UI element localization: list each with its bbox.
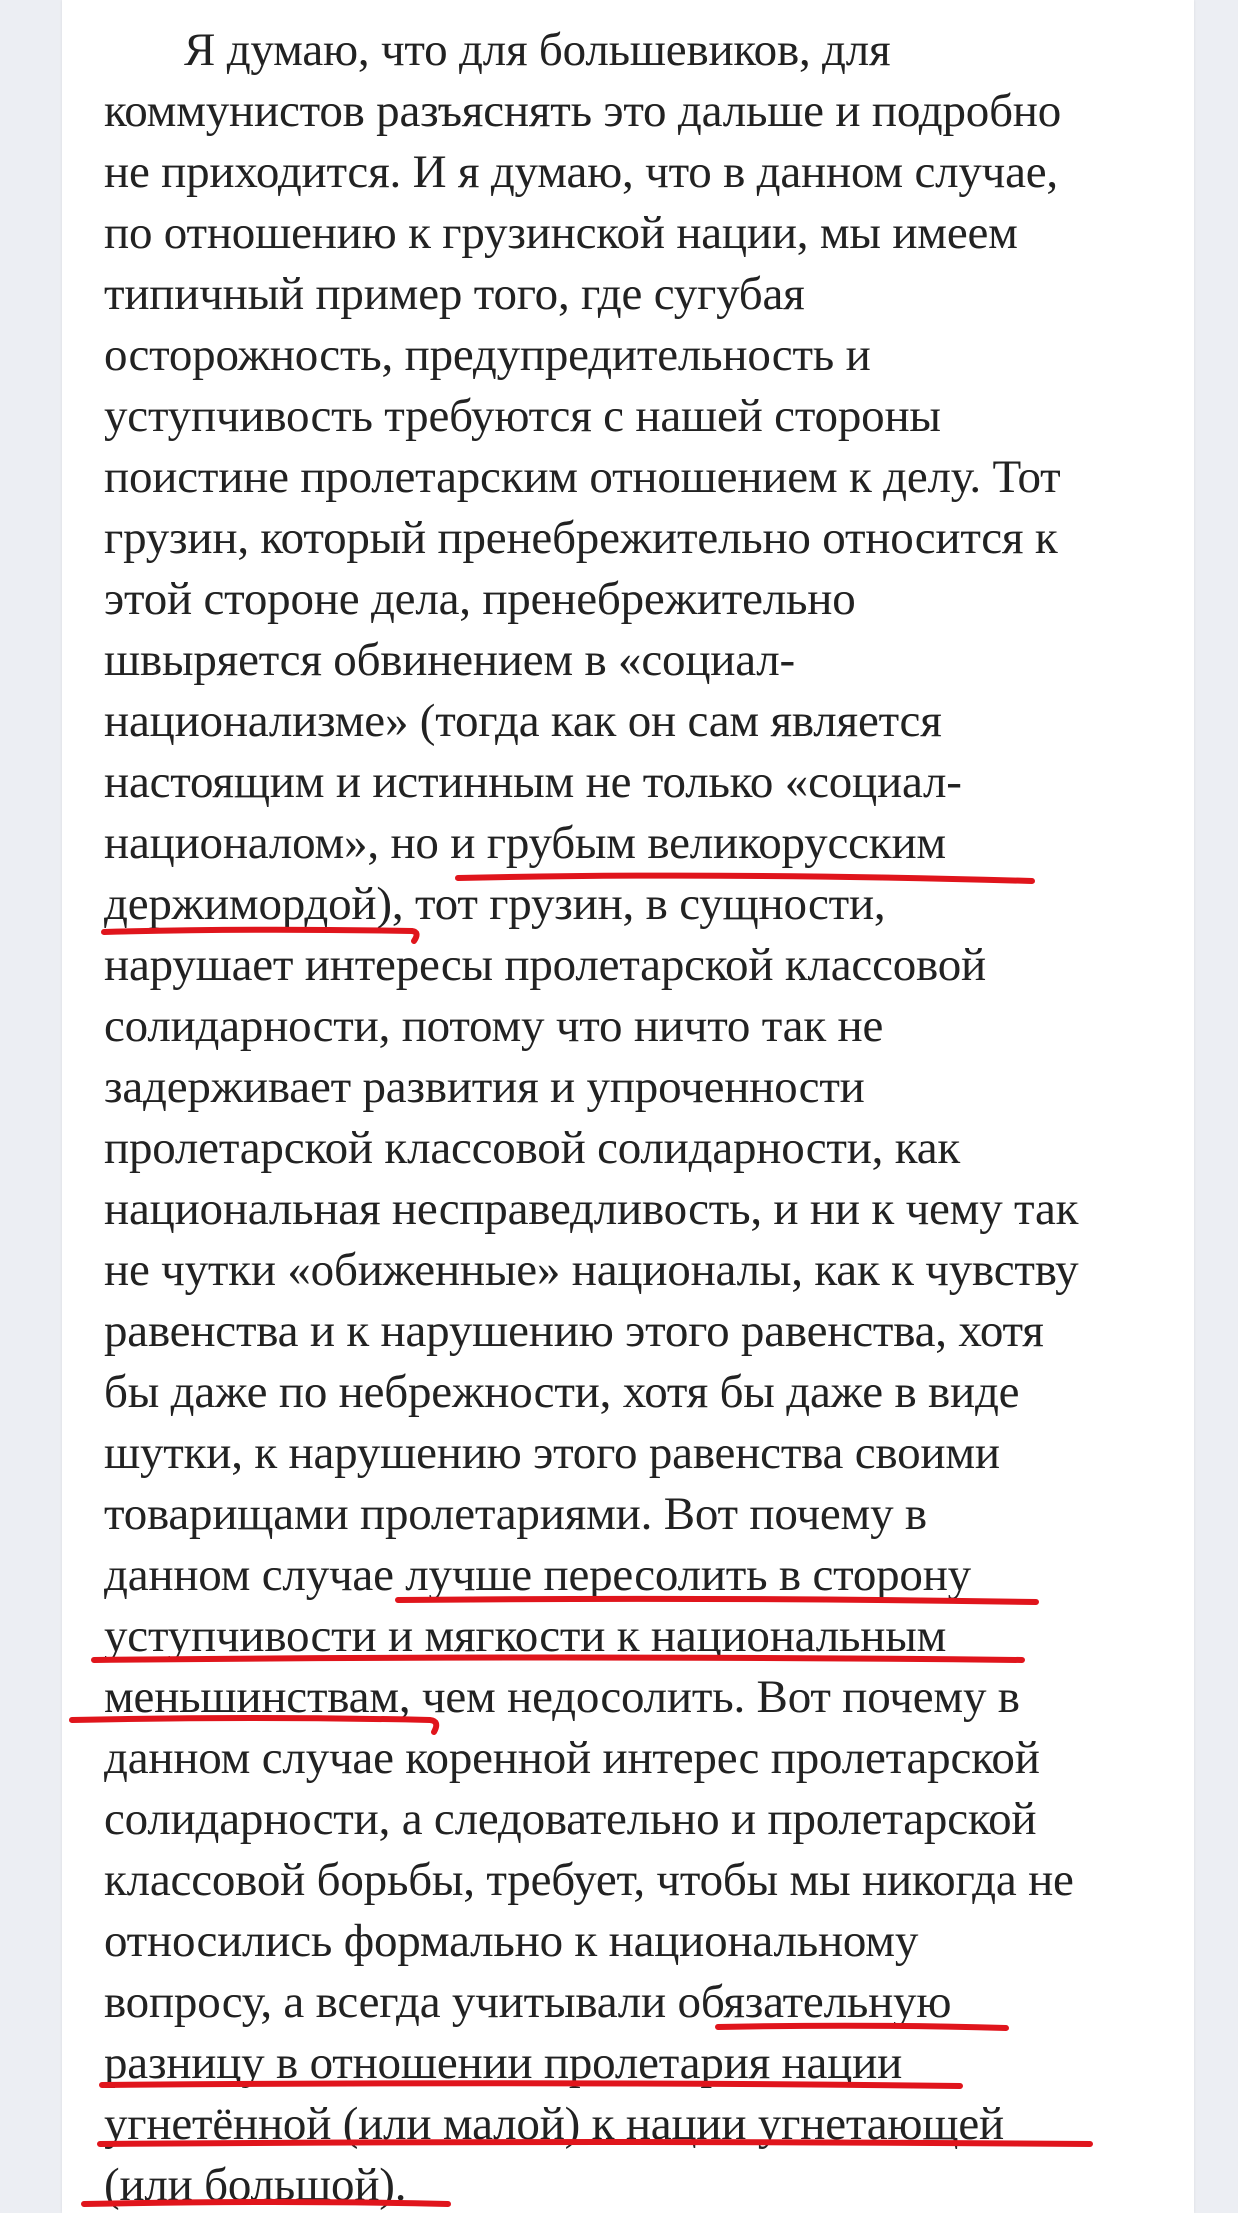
- text-line: этой стороне дела, пренебрежительно: [104, 573, 856, 625]
- text-line: держимордой), тот грузин, в сущности,: [104, 878, 886, 930]
- text-line: (или большой).: [104, 2159, 407, 2211]
- body-text: [104, 20, 1194, 2213]
- text-line: задерживает развития и упроченности: [104, 1061, 865, 1113]
- text-line: солидарности, а следовательно и пролетарской: [104, 1793, 1037, 1845]
- text-line: осторожность, предупредительность и: [104, 329, 871, 381]
- text-line: классовой борьбы, требует, чтобы мы никогда не: [104, 1854, 1074, 1906]
- text-line: не приходится. И я думаю, что в данном случае,: [104, 146, 1058, 198]
- text-line: вопросу, а всегда учитывали обязательную: [104, 1976, 952, 2028]
- text-line: не чутки «обиженные» националы, как к чувству: [104, 1244, 1079, 1296]
- text-line: коммунистов разъяснять это дальше и подробно: [104, 85, 1062, 137]
- text-line: уступчивости и мягкости к национальным: [104, 1610, 947, 1662]
- text-line: данном случае коренной интерес пролетарской: [104, 1732, 1040, 1784]
- text-line: настоящим и истинным не только «социал-: [104, 756, 962, 808]
- text-line: поистине пролетарским отношением к делу. Тот: [104, 451, 1061, 503]
- text-line: нарушает интересы пролетарской классовой: [104, 939, 986, 991]
- text-line: товарищами пролетариями. Вот почему в: [104, 1488, 927, 1540]
- text-line: Я думаю, что для большевиков, для: [184, 24, 891, 76]
- text-line: относились формально к национальному: [104, 1915, 919, 1967]
- text-line: равенства и к нарушению этого равенства, хотя: [104, 1305, 1044, 1357]
- text-line: угнетённой (или малой) к нации угнетающей: [104, 2098, 1004, 2150]
- text-line: меньшинствам, чем недосолить. Вот почему в: [104, 1671, 1020, 1723]
- document-page: [62, 0, 1194, 2213]
- text-line: национализме» (тогда как он сам является: [104, 695, 942, 747]
- text-line: национальная несправедливость, и ни к чему так: [104, 1183, 1079, 1235]
- text-line: типичный пример того, где сугубая: [104, 268, 805, 320]
- text-line: националом», но и грубым великорусским: [104, 817, 946, 869]
- text-line: пролетарской классовой солидарности, как: [104, 1122, 960, 1174]
- text-line: данном случае лучше пересолить в сторону: [104, 1549, 971, 1601]
- text-line: солидарности, потому что ничто так не: [104, 1000, 884, 1052]
- text-line: шутки, к нарушению этого равенства своими: [104, 1427, 1000, 1479]
- text-line: грузин, который пренебрежительно относится к: [104, 512, 1058, 564]
- text-line: разницу в отношении пролетария нации: [104, 2037, 903, 2089]
- text-line: уступчивость требуются с нашей стороны: [104, 390, 941, 442]
- text-line: швыряется обвинением в «социал-: [104, 634, 795, 686]
- text-line: по отношению к грузинской нации, мы имеем: [104, 207, 1018, 259]
- text-line: бы даже по небрежности, хотя бы даже в виде: [104, 1366, 1020, 1418]
